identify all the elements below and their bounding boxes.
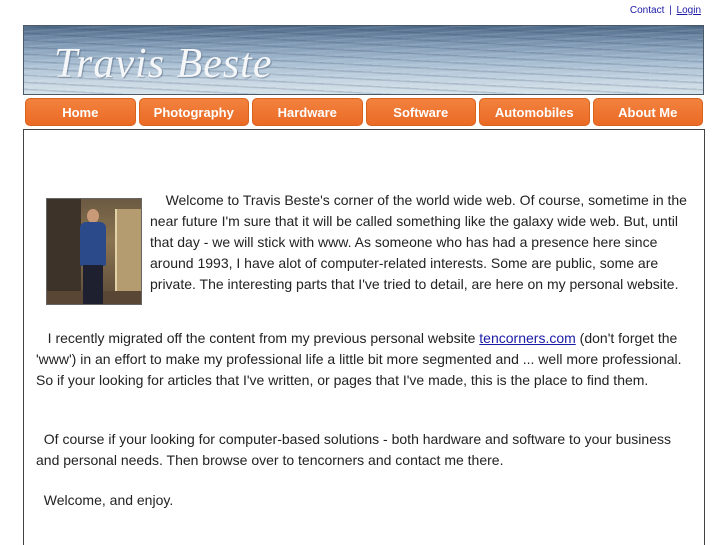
migration-text-after: (don't forget the 'www') in an effort to make my professional life a little bit more segmented and ... well more professional. So if your looking for articles that I've written, or pages that I've made, this is the place to find them. [36, 330, 682, 388]
photo-person-head [87, 209, 99, 223]
nav-automobiles[interactable]: Automobiles [479, 98, 590, 126]
photo-person-body [80, 222, 106, 266]
nav-photography[interactable]: Photography [139, 98, 250, 126]
photo-person-legs [83, 265, 103, 305]
closing-text: Welcome, and enjoy. [43, 492, 174, 508]
main-content [23, 129, 705, 545]
photo-wall [47, 199, 81, 305]
site-banner [23, 25, 704, 95]
migration-text-before: I recently migrated off the content from my previous personal website [47, 330, 480, 346]
nav-software[interactable]: Software [366, 98, 477, 126]
nav-hardware[interactable]: Hardware [252, 98, 363, 126]
solutions-text: Of course if your looking for computer-based solutions - both hardware and software to your business and personal needs. Then browse over to tencorners and contact me there. [36, 431, 671, 468]
link-separator: | [669, 5, 672, 16]
main-nav [25, 98, 703, 126]
login-link[interactable]: Login [676, 5, 701, 16]
migration-paragraph [36, 328, 696, 391]
nav-home[interactable]: Home [25, 98, 136, 126]
top-links [630, 5, 701, 16]
site-title: Travis Beste [54, 41, 273, 87]
welcome-paragraph [150, 190, 690, 295]
solutions-paragraph [36, 429, 696, 471]
tencorners-link[interactable]: tencorners.com [479, 330, 576, 346]
contact-link[interactable]: Contact [629, 5, 665, 16]
closing-paragraph [36, 490, 696, 511]
welcome-text: Welcome to Travis Beste's corner of the world wide web. Of course, sometime in the near future I'm sure that it will be called something like the galaxy wide web. But, until that day - we will stick with www. As someone who has had a presence here since around 1993, I have alot of computer-related interests. Some are public, some are private. The interesting parts that I've tried to detail, are here on my personal website. [150, 192, 687, 292]
profile-photo [46, 198, 142, 305]
nav-about-me[interactable]: About Me [593, 98, 704, 126]
